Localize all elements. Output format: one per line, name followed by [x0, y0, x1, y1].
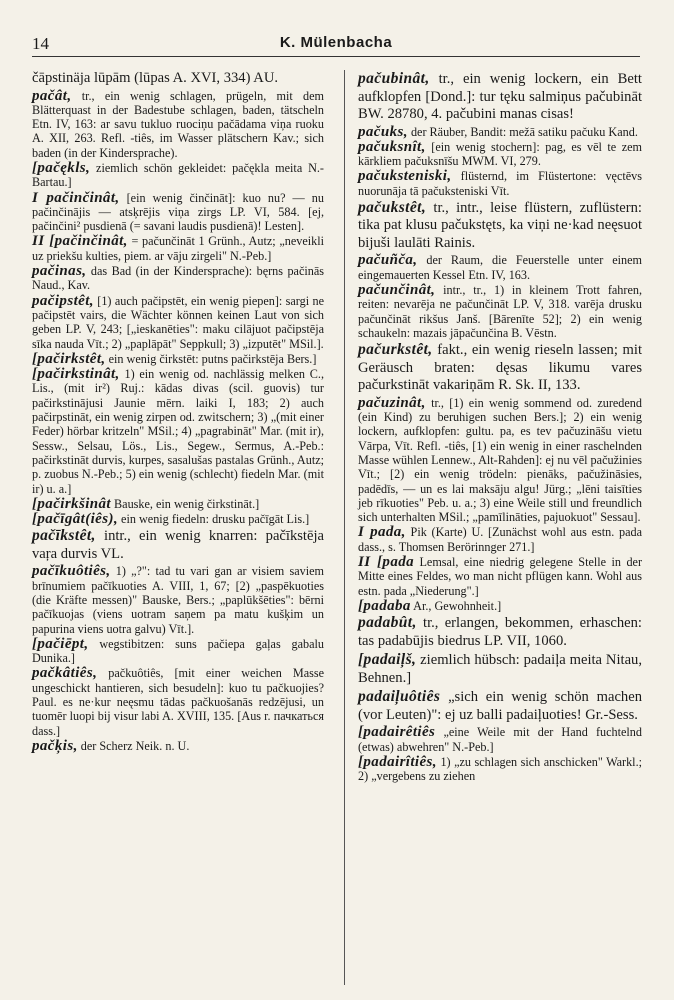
entry-headword: [padaiļš, [358, 651, 417, 669]
entry-headword: pačinas, [32, 263, 87, 280]
dictionary-entry [32, 527, 324, 563]
entry-text: „sich ein wenig schön machen (vor Leuten)": ej uz balli padaiļuoties! Gr.-Sess. [358, 689, 642, 723]
dictionary-entry [32, 666, 324, 737]
entry-text: Pik (Karte) U. [Zunächst wohl aus estn. pada dass., s. Thomsen Berörinnger 271.] [358, 525, 643, 554]
entry-text: = pačunčināt 1 Grünh., Autz; „neveikli uz priekšu kulties, piem. ar vāju zirgeli" N.-Peb.] [32, 234, 324, 263]
entry-headword: [pačiēpt, [32, 635, 89, 652]
dictionary-entry [358, 614, 642, 650]
dictionary-entry [358, 525, 642, 554]
entry-headword: pačukstêt, [358, 198, 427, 216]
dictionary-entry [358, 169, 642, 198]
entry-text: Bauske, ein wenig čirkstināt.] [110, 496, 260, 511]
dictionary-entry [32, 294, 324, 351]
entry-headword: [pačirkstêt, [32, 350, 106, 367]
entry-headword: pačuksnît, [358, 138, 426, 155]
dictionary-entry [32, 497, 324, 511]
entry-headword: [pačīgât(iês), [32, 511, 118, 528]
entry-text: ziemlich hübsch: padaiļa meita Nitau, Behnen.] [358, 652, 642, 686]
entry-text: intr., ein wenig knarren: pačīkstēja vaŗa durvis VL. [32, 528, 324, 562]
entry-headword: I pačinčinât, [32, 189, 120, 206]
dictionary-entry [358, 396, 642, 525]
entry-text: ziemlich schön gekleidet: pačękla meita N.-Bartau.] [32, 160, 324, 190]
entry-text: das Bad (in der Kindersprache): bęrns pačinās Naud., Kav. [32, 264, 324, 293]
entry-text: tr., ein wenig schlagen, prügeln, mit dem Blätterquast in der Badestube schlagen, baden, tätscheln Etn. IV, 163: ar savu tukluo ruociņu pačādama viņa ruoku A. XII, 263. Refl. -tiês, im Wasser plätschern Kav.; sich baden (in der Kindersprache). [32, 88, 324, 160]
entry-headword: pačkâtiês, [32, 665, 98, 682]
running-head: K. Mülenbacha [279, 34, 393, 51]
entry-headword: padabût, [358, 614, 417, 632]
entry-headword: padaiļuôtiês [358, 688, 441, 706]
entry-text: ein wenig fiedeln: drusku pačīgāt Lis.] [118, 512, 310, 527]
dictionary-entry [32, 637, 324, 666]
dictionary-entry [358, 651, 642, 687]
dictionary-entry [32, 564, 324, 635]
dictionary-entry [32, 512, 324, 526]
dictionary-entry [358, 341, 642, 395]
dictionary-entry [358, 140, 642, 169]
entry-headword: II [pačinčinât, [32, 233, 128, 250]
entry-headword: [pačękls, [32, 159, 91, 176]
dictionary-entry [32, 70, 324, 88]
entry-text: intr., tr., 1) in kleinem Trott fahren, reiten: nevarēja ne pačunčināt LP. V, 318. varēja drusku pačunčināt rikšus Janš. [Bārenīte 52]; 2) ein wenig schaukeln: mazais jāpačunčina B. Vēstn. [358, 283, 642, 340]
entry-text: der Scherz Neik. n. U. [77, 738, 190, 753]
entry-headword: [pačirkšinât [32, 495, 111, 512]
dictionary-entry [32, 161, 324, 190]
entry-headword: pačurkstêt, [358, 341, 433, 359]
page-number: 14 [32, 34, 49, 53]
entry-text: der Raum, die Feuerstelle unter einem eingemauerten Kessel Etn. IV, 163. [358, 253, 642, 282]
entry-text: [1) auch pačipstēt, ein wenig piepen]: sargi ne pačipstēt vairs, die Wächter können keinen Laut von sich geben LP. V, 243; [„ieskanēties": maku cilājuot pačipstēja sīka nauda Vīt.; 2) „paplāpāt" Seppkull; 3) „izputēt" MSil.]. [32, 293, 324, 351]
dictionary-entry [358, 688, 642, 724]
right-column [358, 70, 642, 784]
entry-headword: pačīkstêt, [32, 527, 96, 545]
entry-text: 1) „?": tad tu vari gan ar visiem saviem brīnumiem pačīkuoties A. VIII, 1, 67; [2) „paspēkuoties (die Kräfte messen)" Bauske, Bers.; „paplūkšēties": bērni pačīkuojas (viens uotram saņem pa matu kušķim un papurina viens uotra galvu) Vīt.]. [32, 564, 324, 636]
entry-text: tr., ein wenig lockern, ein Bett aufklopfen [Dond.]: tur tęku salmiņus pačubināt BW. 28780, 4. pačubini manas cisas! [358, 71, 642, 122]
dictionary-entry [358, 599, 642, 613]
dictionary-entry [32, 234, 324, 263]
dictionary-entry [358, 199, 642, 253]
dictionary-entry [32, 89, 324, 160]
entry-headword: [padairêtiês [358, 724, 436, 741]
column-divider [344, 70, 345, 985]
entry-headword: II [pada [358, 554, 415, 571]
entry-headword: pačķis, [32, 737, 78, 754]
entry-text: Lemsal, eine niedrig gelegene Stelle in der Mitte eines Feldes, wo man nicht pflügen kann. Wohl aus estn. pada „Niederung".] [358, 555, 643, 598]
entry-headword: pačīkuôtiês, [32, 563, 111, 580]
dictionary-entry [358, 555, 642, 598]
dictionary-entry [358, 755, 642, 784]
entry-text: flüsternd, im Flüstertone: vęctēvs nuorunāja tā pačuksteniski Vīt. [358, 169, 642, 198]
left-column [32, 70, 324, 754]
entry-text: tr., [1) ein wenig sommend od. zuredend (ein Kind) zu beruhigen suchen Bers.]; 2) ein wenig lockern, aufklopfen: gultu. pa, es tev pačuzināšu vietu Vārpa, Vīt. Refl. -tiês, [1) ein wenig in einer raschelnden Masse wühlen Lennew., Alt-Rahden]: ej nu vēl pačužinies Vīt.; [2) ein wenig trödeln: pienāks, pačužināsies, padēdīs, — un es lai maksāju algu! Jürg.; „lēni taisīties jeb rīkuoties" Peb. u. a.; 3) eine Weile still und freundlich sich unterhalten MSil.; „pamīlināties, pajuokuot" Sessau]. [358, 395, 642, 525]
entry-text: wegstibitzen: suns pačiepa gaļas gabalu Dunika.] [32, 636, 324, 666]
entry-headword: [padaba [358, 597, 411, 614]
dictionary-entry [32, 352, 324, 366]
entry-text: tr., intr., leise flüstern, zuflüstern: tika pat klusu pačukstęts, ka viņi ne·kad neęsuot bijuši laulāti Rainis. [358, 199, 642, 251]
entry-text: [ein wenig stochern]: pag, es vēl te zem kārkliem pačuksnīšu MWM. VI, 279. [358, 139, 642, 169]
dictionary-entry [358, 253, 642, 282]
dictionary-entry [32, 739, 324, 753]
dictionary-entry [358, 70, 642, 124]
entry-headword: pačuzinât, [358, 394, 426, 411]
entry-text: Ar., Gewohnheit.] [410, 598, 502, 613]
entry-text: tr., erlangen, bekommen, erhaschen: tas padabūjis biedrus LP. VII, 1060. [358, 615, 642, 649]
entry-text: [ein wenig činčināt]: kuo nu? — nu pačinčinājis — atsķrējis viņa zirgs LP. VI, 584. [ej, pačinčini² pusdienā (= savani laudis pusdienā)! Lesten]. [32, 190, 324, 234]
entry-text: pačkuôtiês, [mit einer weichen Masse ungeschickt hantieren, sich besudeln]: kuo tu pačkuojies? Paul. es ne·kur neęsmu tādas pačkuošanās redzējusi, un tuomēr luopi bij visur labi A. XVIII, 135. [Aus r. пачкаться dass.] [32, 666, 324, 738]
dictionary-entry [32, 264, 324, 293]
entry-headword: pačunčinât, [358, 282, 436, 299]
entry-headword: I pada, [358, 524, 406, 541]
entry-text: ein wenig čirkstēt: putns pačirkstēja Bers.] [105, 351, 317, 366]
entry-headword: pačuñča, [358, 252, 418, 269]
dictionary-entry [32, 367, 324, 496]
dictionary-entry [358, 725, 642, 754]
entry-headword: pačubinât, [358, 70, 430, 87]
entry-text: 1) „zu schlagen sich anschicken" Warkl.; 2) „vergebens zu ziehen [358, 754, 642, 784]
entry-headword: [pačirkstinât, [32, 366, 120, 383]
dictionary-entry [358, 125, 642, 139]
entry-text: čāpstinäja lūpām (lūpas A. XVI, 334) AU. [32, 70, 279, 86]
dictionary-entry [32, 191, 324, 234]
entry-text: der Räuber, Bandit: mežā satiku pačuku Kand. [407, 124, 638, 139]
entry-text: „eine Weile mit der Hand fuchtelnd (etwas) abwehren" N.-Peb.] [358, 725, 642, 754]
entry-text: fakt., ein wenig rieseln lassen; mit Geräusch braten: dęsas likumu vares pačurkstināt vakariņām R. Sk. II, 133. [358, 342, 642, 394]
entry-headword: pačuks, [358, 123, 408, 140]
entry-text: 1) ein wenig od. nachlässig melken C., Lis., (mit ir²) Ruj.: kādas divas (scil. guovis) tur pačirkstinājusi Jaunie mērn. laiki I, 183; 2) auch pačirpstināt, ein wenig zirpen od. zwitschern; 3) „(mit einer Feder) hörbar kritzeln" MSil.; 4) „pagrabināt" Mar. (mit ir), Sessw., Selsau, Lös., Lis., Segew., Sermus, A.-Peb.: pačirkstināt durvis, kurpes, sasalušas pastalas Grünh., Autz; p. zuobus N.-Peb.; 5) ein wenig (schlecht) fiedeln Mar. (mit ir) u. a.] [32, 367, 324, 496]
entry-headword: pačât, [32, 87, 72, 104]
dictionary-entry [358, 283, 642, 340]
page-header [32, 30, 640, 57]
entry-headword: pačipstêt, [32, 292, 94, 309]
entry-headword: [padairîtiês, [358, 753, 437, 770]
entry-headword: pačuksteniski, [358, 168, 452, 185]
